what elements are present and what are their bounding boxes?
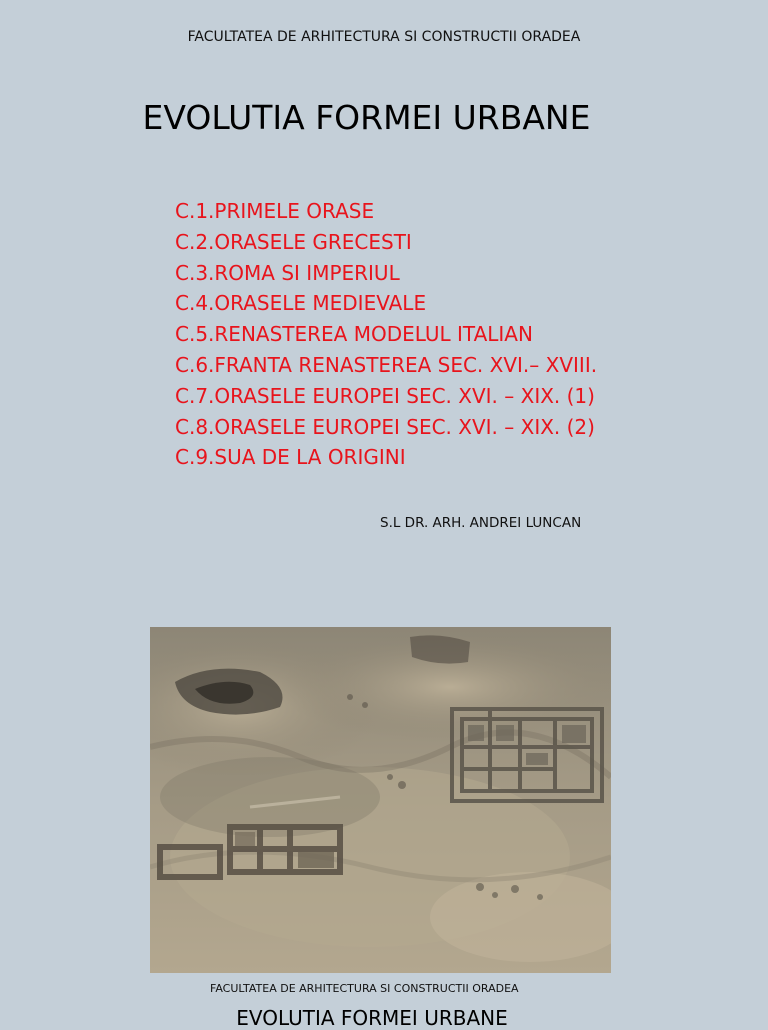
excavation-aerial-photo [150,627,611,973]
faculty-header: FACULTATEA DE ARHITECTURA SI CONSTRUCTII ORADEA [187,29,581,45]
chapter-item: C.4.ORASELE MEDIEVALE [175,291,427,316]
chapter-item: C.8.ORASELE EUROPEI SEC. XVI. – XIX. (2) [175,414,595,439]
author-credit: S.L DR. ARH. ANDREI LUNCAN [380,515,582,531]
chapter-item: C.9.SUA DE LA ORIGINI [175,445,406,470]
chapter-item: C.1.PRIMELE ORASE [175,199,375,223]
footer-title: EVOLUTIA FORMEI URBANE [236,1006,508,1030]
chapter-item: C.3.ROMA SI IMPERIUL [175,260,400,285]
chapter-item: C.7.ORASELE EUROPEI SEC. XVI. – XIX. (1) [175,383,595,408]
footer-faculty: FACULTATEA DE ARHITECTURA SI CONSTRUCTII ORADEA [210,982,519,995]
chapter-list [175,196,597,473]
page-title: EVOLUTIA FORMEI URBANE [142,98,591,137]
chapter-item: C.6.FRANTA RENASTEREA SEC. XVI.– XVIII. [175,352,598,377]
chapter-item: C.5.RENASTEREA MODELUL ITALIAN [175,322,533,347]
chapter-item: C.2.ORASELE GRECESTI [175,229,412,254]
